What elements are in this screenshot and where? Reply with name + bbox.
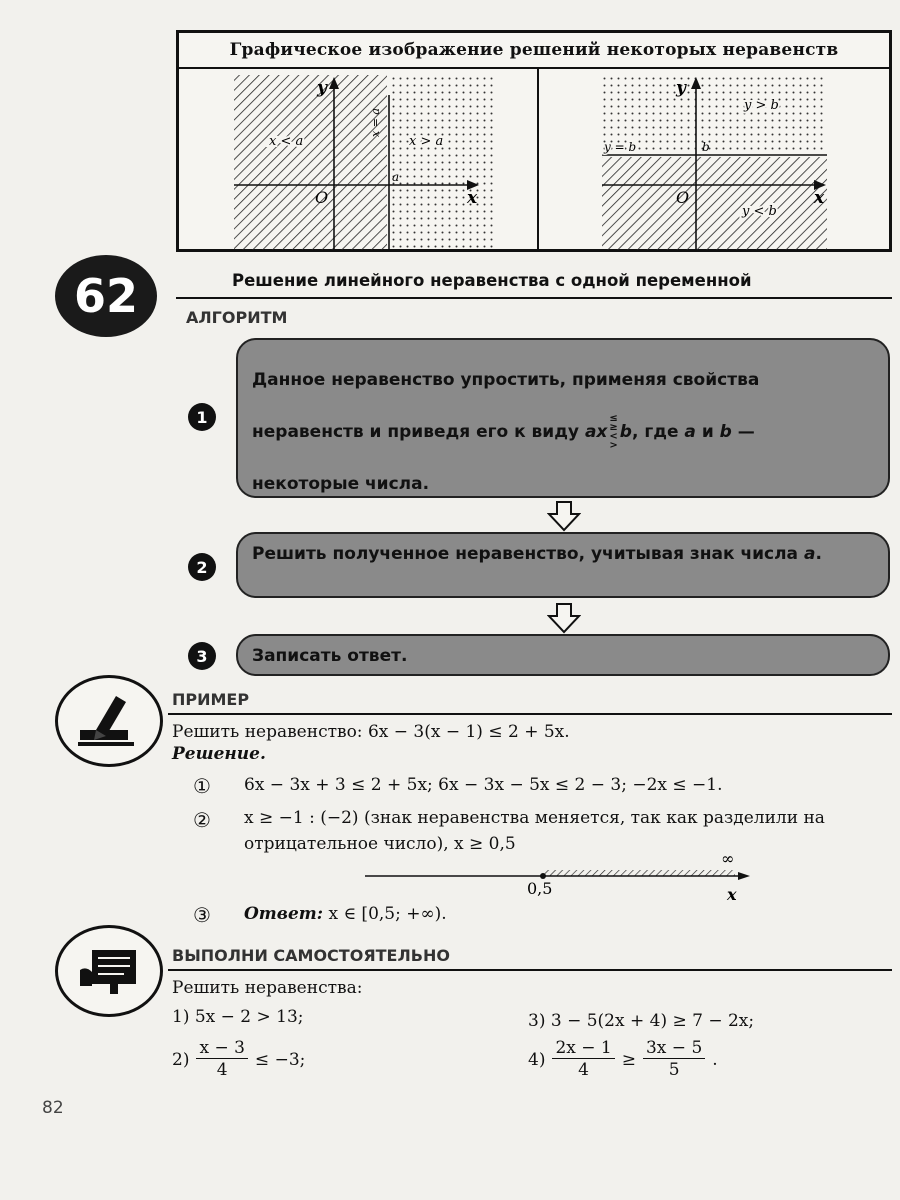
step-2-text: Решить полученное неравенство, учитывая знак числа <box>252 544 799 564</box>
task-4-sign: ≥ <box>621 1049 636 1070</box>
self-work-divider <box>168 969 892 971</box>
task-4-fraction-2 <box>643 1038 705 1081</box>
step-2-var: a <box>803 544 816 564</box>
right-graph <box>594 75 834 250</box>
graph-table <box>176 30 892 252</box>
task-4-end: . <box>712 1049 718 1070</box>
and-word: и <box>701 422 714 442</box>
graph-divider <box>537 69 539 252</box>
var-a: a <box>584 422 597 442</box>
section-number-badge: 62 <box>55 255 157 337</box>
origin-label: O <box>676 188 690 207</box>
task-2-number: 2) <box>172 1049 190 1070</box>
task-2-fraction <box>196 1038 247 1081</box>
solution-step-3-number: ③ <box>193 903 211 927</box>
dash: — <box>737 422 755 442</box>
step-1-line-3: некоторые числа. <box>252 474 430 494</box>
task-4 <box>528 1038 718 1081</box>
left-hatched-region <box>234 75 387 250</box>
down-arrow-icon <box>547 500 581 532</box>
lower-region-label: y < b <box>742 204 777 219</box>
answer-value: x ∈ [0,5; +∞). <box>328 904 447 924</box>
step-1-line-2 <box>252 406 874 458</box>
point-label: 0,5 <box>527 879 553 898</box>
solution-region-hatch <box>543 870 735 876</box>
example-task-prefix: Решить неравенство: <box>172 722 363 742</box>
task-4-number: 4) <box>528 1049 546 1070</box>
x-axis-label: x <box>814 188 825 208</box>
right-dotted-region <box>391 75 496 250</box>
task-2-numerator: x − 3 <box>196 1038 247 1059</box>
y-axis-label: y <box>317 78 327 98</box>
answer <box>244 904 447 924</box>
pencil-icon <box>55 675 163 767</box>
infinity-label: ∞ <box>721 849 735 868</box>
step-3-number: 3 <box>188 642 216 670</box>
self-work-task: Решить неравенства: <box>172 978 363 998</box>
task-4-fraction-1-numerator: 2x − 1 <box>552 1038 614 1059</box>
sign-gt: > <box>609 440 618 451</box>
step-2-end: . <box>815 544 822 564</box>
task-4-fraction-2-denominator: 5 <box>668 1060 680 1080</box>
pencil-icon-graphic <box>58 678 160 764</box>
line-label: x = a <box>369 108 382 137</box>
tick-label: a <box>392 170 400 184</box>
solution-label: Решение. <box>172 744 266 764</box>
number-line <box>365 848 765 904</box>
line-label: y = b <box>604 140 637 154</box>
right-region-label: x > a <box>409 134 444 149</box>
algorithm-label: АЛГОРИТМ <box>186 308 288 327</box>
step-1-box <box>236 338 890 498</box>
y-axis-label: y <box>676 78 686 98</box>
task-2-rest: ≤ −3; <box>254 1049 306 1070</box>
example-task <box>172 722 570 742</box>
inequality-signs-stack <box>609 414 617 450</box>
sign-ge: ≥ <box>609 422 618 433</box>
upper-region-label: y > b <box>744 98 779 113</box>
var-x: x <box>596 422 608 442</box>
left-region-label: x < a <box>269 134 304 149</box>
page-number: 82 <box>42 1098 64 1118</box>
example-label: ПРИМЕР <box>172 690 250 709</box>
step-1-line-1: Данное неравенство упростить, применяя свойства <box>252 370 760 390</box>
task-4-fraction-1 <box>552 1038 614 1081</box>
solution-step-1: 6x − 3x + 3 ≤ 2 + 5x; 6x − 3x − 5x ≤ 2 − 3; −2x ≤ −1. <box>244 775 723 795</box>
step-1-where: , где <box>631 422 679 442</box>
board-icon-graphic <box>58 928 160 1014</box>
solution-step-2: x ≥ −1 : (−2) (знак неравенства меняется, так как разделили на отрицательное число), x ≥ 0,5 <box>244 808 825 854</box>
var-a-2: a <box>684 422 696 442</box>
graph-table-title: Графическое изображение решений некоторых неравенств <box>179 33 889 69</box>
example-divider <box>168 713 892 715</box>
task-3: 3) 3 − 5(2x + 4) ≥ 7 − 2x; <box>528 1011 755 1031</box>
down-arrow-icon <box>547 602 581 634</box>
var-b: b <box>619 422 632 442</box>
lower-hatched-region <box>602 157 827 250</box>
step-2-box <box>236 532 890 598</box>
solution-step-2-number: ② <box>193 808 211 832</box>
step-1-number: 1 <box>188 403 216 431</box>
section-title: Решение линейного неравенства с одной переменной <box>232 271 752 290</box>
origin-label: O <box>315 188 329 207</box>
answer-label: Ответ: <box>244 904 324 924</box>
section-divider <box>176 297 892 299</box>
task-4-fraction-1-denominator: 4 <box>578 1060 589 1080</box>
step-1-line-2-text: неравенств и приведя его к виду <box>252 422 580 442</box>
task-2 <box>172 1038 305 1081</box>
solution-step-1-number: ① <box>193 774 211 798</box>
board-icon <box>55 925 163 1017</box>
task-4-fraction-2-numerator: 3x − 5 <box>643 1038 705 1059</box>
step-2-number: 2 <box>188 553 216 581</box>
task-2-denominator: 4 <box>216 1060 228 1080</box>
step-3-box: Записать ответ. <box>236 634 890 676</box>
sign-lt: < <box>609 431 618 442</box>
tick-label: b <box>702 140 710 154</box>
left-graph <box>229 75 519 250</box>
example-task-expr: 6x − 3(x − 1) ≤ 2 + 5x. <box>367 722 570 742</box>
x-axis-label: x <box>467 188 478 208</box>
axis-label: x <box>727 885 737 904</box>
self-work-label: ВЫПОЛНИ САМОСТОЯТЕЛЬНО <box>172 946 450 965</box>
task-1: 1) 5x − 2 > 13; <box>172 1007 304 1027</box>
number-line-arrow-icon <box>738 872 750 880</box>
sign-le: ≤ <box>609 413 618 424</box>
var-b-2: b <box>719 422 732 442</box>
